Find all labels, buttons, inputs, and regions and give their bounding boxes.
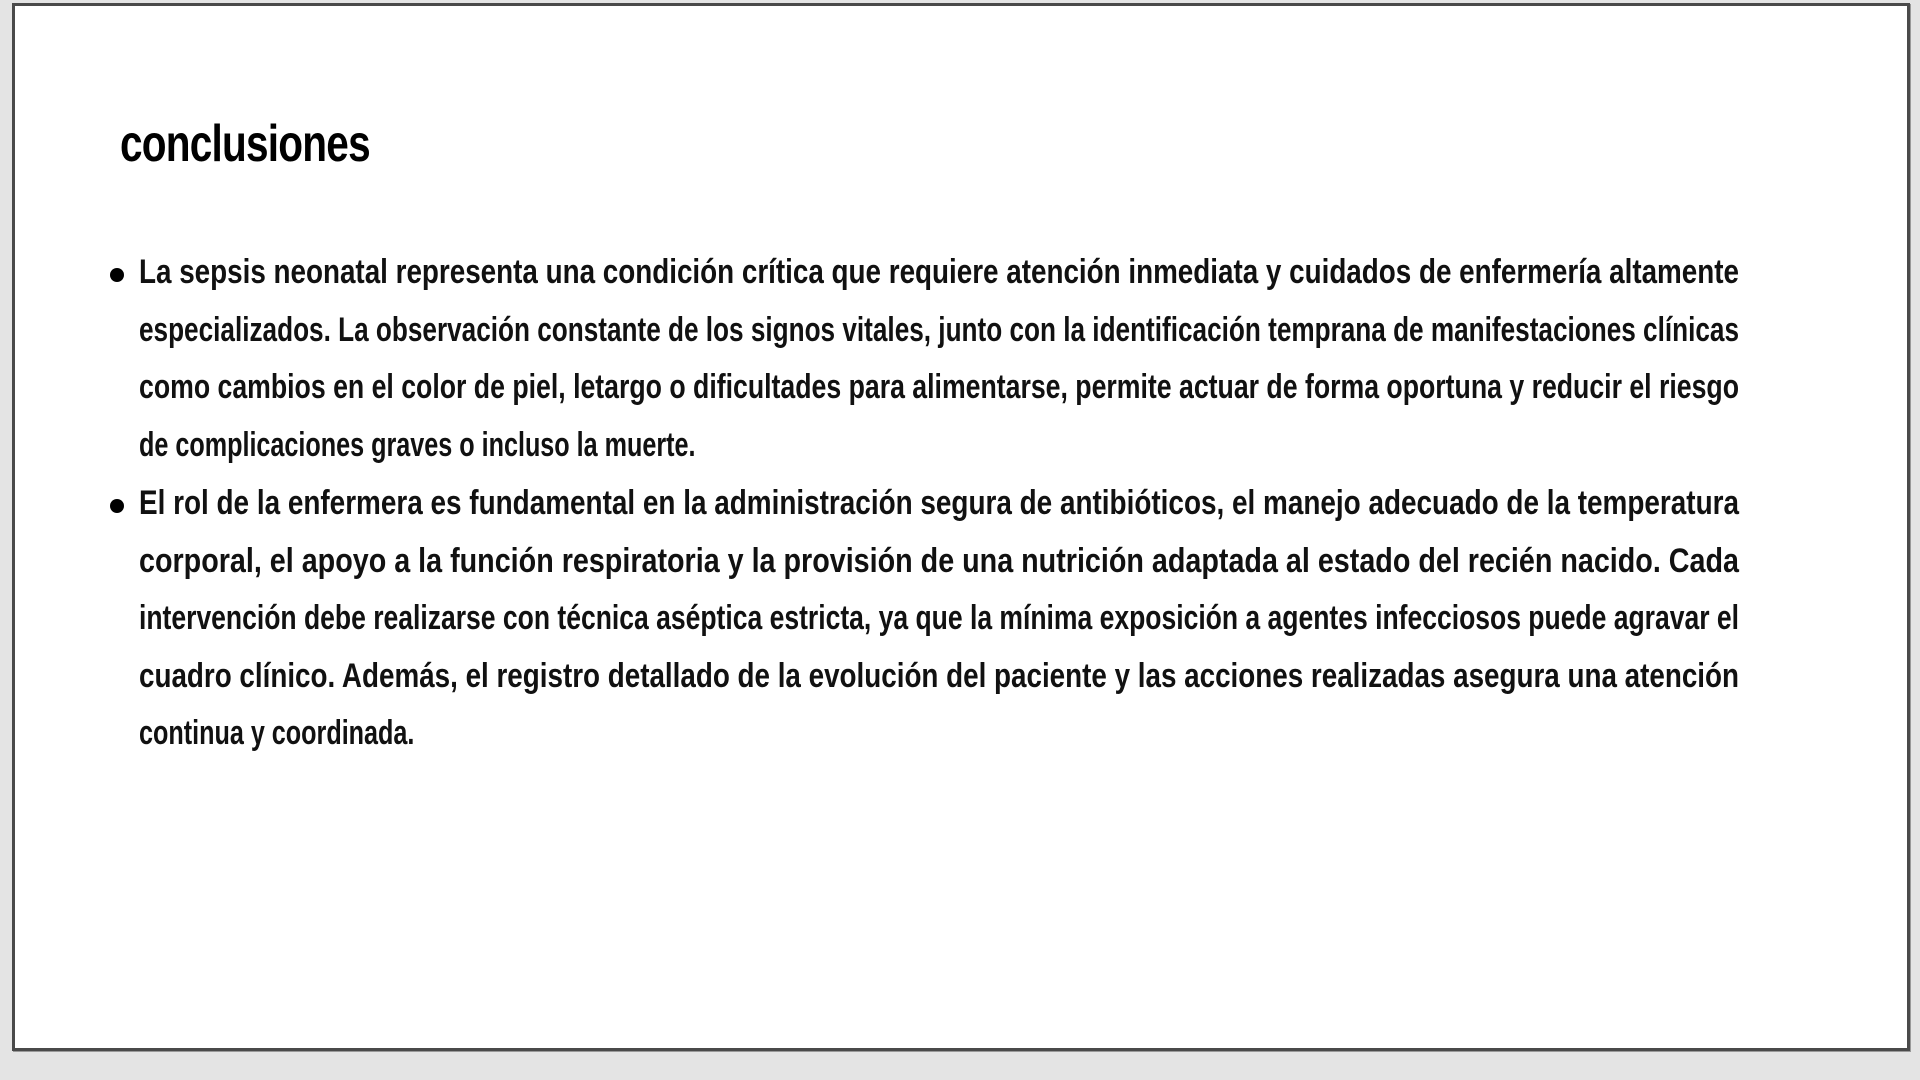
text-line-content: cuadro clínico. Además, el registro detallado de la evolución del paciente y las acciones realizadas asegura una atención [139,656,1739,695]
bullet-dot-icon [110,499,124,513]
text-line [139,533,1920,591]
text-line [139,417,1920,475]
text-line [139,475,1920,533]
text-line [139,302,1920,360]
text-line [139,705,1920,763]
text-line [139,590,1920,648]
text-line-content: El rol de la enfermera es fundamental en la administración segura de antibióticos, el manejo adecuado de la temperatura [139,484,1739,522]
text-line-content: corporal, el apoyo a la función respiratoria y la provisión de una nutrición adaptada al estado del recién nacido. Cada [139,541,1739,580]
text-line [139,648,1920,706]
bullet-paragraph-2 [139,475,1920,763]
text-line-content: continua y coordinada. [139,714,415,752]
text-line-content: especializados. La observación constante de los signos vitales, junto con la identificación temprana de manifestaciones clínicas [139,310,1739,349]
text-line [139,244,1920,302]
text-line [139,359,1920,417]
text-line-content: de complicaciones graves o incluso la muerte. [139,425,696,464]
text-line-content: intervención debe realizarse con técnica aséptica estricta, ya que la mínima exposición a agentes infecciosos puede agravar el [139,599,1739,637]
slide [12,3,1910,1051]
text-line-content: La sepsis neonatal representa una condición crítica que requiere atención inmediata y cuidados de enfermería altamente [139,253,1739,291]
bullet-paragraph-1 [139,244,1920,474]
bullet-dot-icon [110,268,124,282]
text-line-content: como cambios en el color de piel, letargo o dificultades para alimentarse, permite actuar de forma oportuna y reducir el riesgo [139,368,1739,406]
slide-title: conclusiones [120,115,370,173]
